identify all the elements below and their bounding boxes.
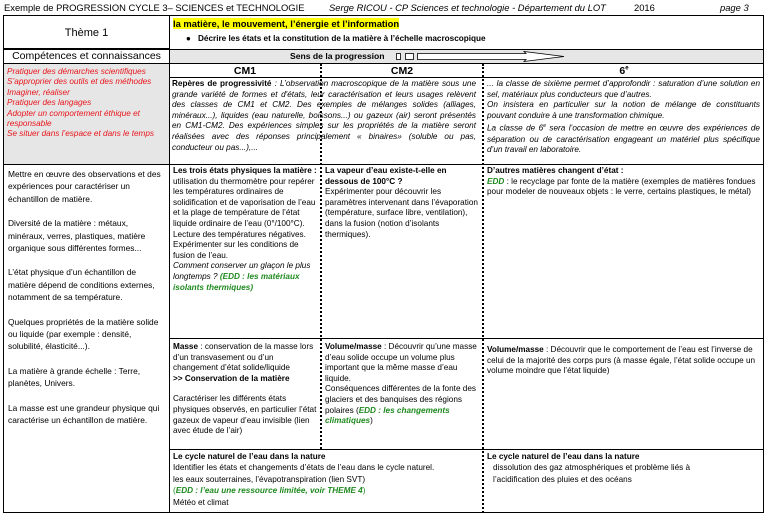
- cycle-6e-l1: dissolution des gaz atmosphériques et problème liés à l’acidification des pluies et des océans: [493, 463, 691, 484]
- cm2-volume-text: : Découvrir qu’une masse d’eau solide occupe un volume plus important que la même masse d’eau liquide.: [325, 342, 477, 383]
- sixieme-etat-title: D’autres matières changent d’état :: [487, 166, 624, 175]
- reperes-cm: [172, 79, 476, 153]
- competence-item: Imaginer, réaliser: [7, 87, 70, 97]
- progression-label: Sens de la progression: [290, 51, 385, 61]
- column-separator: [320, 64, 322, 449]
- connaissance-item: Diversité de la matière : métaux, minéraux, verres, plastiques, matière organique sous différentes formes...: [8, 218, 146, 254]
- progression-arrow-icon: [396, 51, 566, 63]
- sixieme-volume-text: : Découvrir que le comportement de l’eau est l’inverse de celui de la majorité des corps purs (à masse égale, l’état solide occupe un volume moindre que l’état liquide): [487, 345, 756, 376]
- connaissance-item: La matière à grande échelle : Terre, planètes, Univers.: [8, 365, 141, 389]
- reperes-6e-p3b: sera l’occasion de mettre en œuvre des expériences de séparation ou de caractérisation engageant un matériel plus spécifique d’un travail en laboratoire.: [487, 124, 760, 155]
- year: 2016: [634, 2, 655, 13]
- competences-cell: [3, 63, 170, 165]
- cycle-cm-edd: EDD : l’eau une ressource limitée, voir THEME 4: [175, 486, 363, 496]
- reperes-6e-p3: [487, 121, 760, 156]
- connaissance-item: La masse est une grandeur physique qui caractérise un échantillon de matière.: [8, 402, 160, 426]
- cm1-etats-text: utilisation du thermomètre pour repérer les températures ordinaires de solidification et de vaporisation de l’eau et la plage de température de l’état liquide ordinaire de l’eau (0°/100°C). Lecture des températures négatives. Expérimenter sur les conditions de fusion de l’eau.: [173, 176, 316, 260]
- row-divider: [169, 449, 764, 450]
- competence-item: S’approprier des outils et des méthodes: [7, 77, 152, 87]
- cm1-masse-p2: Caractériser les différents états physiques observés, en particulier l’état gazeux de vapeur d’eau invisible (lien avec étude de l’air): [173, 394, 317, 436]
- theme-title: [173, 18, 399, 29]
- cm2-volume-edd: EDD : les changements climatiques: [325, 405, 450, 426]
- cm1-etats-edd: (EDD : les matériaux isolants thermiques): [173, 271, 300, 292]
- document-title: Exemple de PROGRESSION CYCLE 3– SCIENCES et TECHNOLOGIE: [4, 2, 305, 13]
- cm1-masse-conclusion: >> Conservation de la matière: [173, 373, 290, 383]
- cycle-cm-edd-open: (: [173, 486, 176, 496]
- progression-header: [169, 49, 764, 64]
- cm2-volume-p2end: ): [370, 416, 373, 426]
- row-divider: [169, 338, 764, 339]
- cm1-etats-question: Comment conserver un glaçon le plus longtemps ?: [173, 261, 311, 281]
- cycle-6e: [487, 451, 762, 485]
- sixieme-etat: [487, 166, 762, 198]
- cycle-cm-l1: Identifier les états et changements d’états de l’eau dans le cycle naturel.: [173, 463, 435, 473]
- cycle-cm-edd-close: ): [362, 486, 366, 496]
- competences-header: [3, 49, 170, 64]
- theme-cell: [3, 15, 170, 49]
- cycle-cm: [173, 451, 481, 508]
- competence-item: Pratiquer des langages: [7, 98, 92, 108]
- cycle-cm-l2: les eaux souterraines, l’évapotranspiration (lien SVT): [173, 474, 366, 484]
- column-separator: [482, 64, 484, 513]
- reperes-6e-p3a: La classe de 6: [487, 124, 544, 134]
- reperes-text: : L’observation macroscopique de la matière sous une grande variété de formes et d'états, leur caractérisation et leurs usages relèvent des classes de CM1 et CM2. Des exemples de mélanges solides (alliages, minéraux...), liquides (eau naturelle, boissons...) ou gazeux (air) seront présentés en CM1-CM2. Des expériences simples sur les propriétés de la matière seront réalisées avec des réponses principalement « binaires» (soluble ou pas, conducteur ou pas...),...: [172, 79, 477, 152]
- competences-list: [4, 64, 169, 140]
- cm1-etats-title: Les trois états physiques la matière :: [173, 166, 317, 175]
- cm2-volume-label: Volume/masse: [325, 342, 382, 351]
- reperes-6e: [487, 79, 760, 156]
- reperes-6e-p3sup: e: [543, 123, 546, 130]
- sixieme-etat-text: : le recyclage par fonte de la matière (exemples de matières fondues pour modeler de nouveaux objets : le verre, certains plastiques, le métal): [487, 176, 756, 197]
- cm2-vapeur: [325, 166, 480, 240]
- column-6e-sup: e: [625, 65, 629, 72]
- theme-label: Thème 1: [64, 27, 109, 39]
- cm1-masse: [173, 342, 319, 437]
- author-text: Serge RICOU - CP Sciences et technologie - Département du LOT: [329, 2, 606, 13]
- cm2-volume: [325, 342, 480, 427]
- column-cm1: CM1: [233, 65, 257, 77]
- reperes-label: Repères de progressivité: [172, 79, 272, 88]
- column-6e: [484, 65, 764, 77]
- theme-bullet-text: Décrire les états et la constitution de la matière à l’échelle macroscopique: [198, 34, 486, 43]
- cm1-etats: [173, 166, 319, 293]
- competence-item: Adopter un comportement éthique et responsable: [7, 108, 140, 129]
- cm2-volume-p2: Conséquences différentes de la fonte des glaciers et des banquises des régions polaires (: [325, 384, 476, 415]
- competence-item: Pratiquer des démarches scientifiques: [7, 67, 146, 76]
- sixieme-etat-edd: EDD: [487, 176, 505, 186]
- cycle-cm-l4: Météo et climat: [173, 497, 229, 507]
- theme-title-text: la matière, le mouvement, l’énergie et l’information: [173, 18, 400, 29]
- reperes-6e-p2: On insistera en particulier sur la notion de mélange de constituants pouvant conduire à une transformation chimique.: [487, 100, 760, 120]
- page-number: [720, 2, 749, 13]
- column-cm2: CM2: [390, 65, 414, 77]
- cycle-6e-title: Le cycle naturel de l’eau dans la nature: [487, 452, 640, 461]
- author-line: [329, 2, 606, 13]
- connaissances-cell: [3, 164, 170, 513]
- cm1-masse-label: Masse: [173, 342, 199, 351]
- page-number-text: page 3: [720, 2, 749, 13]
- sixieme-volume-label: Volume/masse: [487, 345, 544, 354]
- competences-header-text: Compétences et connaissances: [12, 50, 161, 62]
- connaissance-item: Quelques propriétés de la matière solide ou liquide (par exemple : densité, solubilité, élasticité...).: [8, 316, 159, 352]
- cm2-vapeur-title: La vapeur d’eau existe-t-elle en dessous de 100°C ?: [325, 166, 447, 186]
- connaissance-item: Mettre en œuvre des observations et des expériences pour caractériser un échantillon de matière.: [8, 169, 161, 204]
- competence-item: Se situer dans l’espace et dans le temps: [7, 129, 155, 139]
- column-6e-base: 6: [619, 65, 626, 77]
- bullet-icon: ●: [186, 34, 191, 43]
- connaissance-item: L’état physique d’un échantillon de matière dépend de conditions externes, notamment de sa température.: [8, 267, 155, 303]
- cm1-masse-text: : conservation de la masse lors d’un transvasement ou d’un changement d’état solide/liquide: [173, 342, 314, 373]
- theme-bullet: [186, 34, 486, 43]
- row-divider: [169, 164, 764, 165]
- reperes-6e-p1: ... la classe de sixième permet d’approfondir : saturation d’une solution en sel, matériaux plus conducteurs que d’autres.: [487, 79, 760, 99]
- cycle-cm-title: Le cycle naturel de l’eau dans la nature: [173, 452, 326, 461]
- sixieme-volume: [487, 345, 762, 377]
- cm2-vapeur-text: Expérimenter pour découvrir les paramètres intervenant dans l’évaporation (température, surface libre, ventilation), dans la fusion (notion d’isolants thermiques).: [325, 187, 478, 239]
